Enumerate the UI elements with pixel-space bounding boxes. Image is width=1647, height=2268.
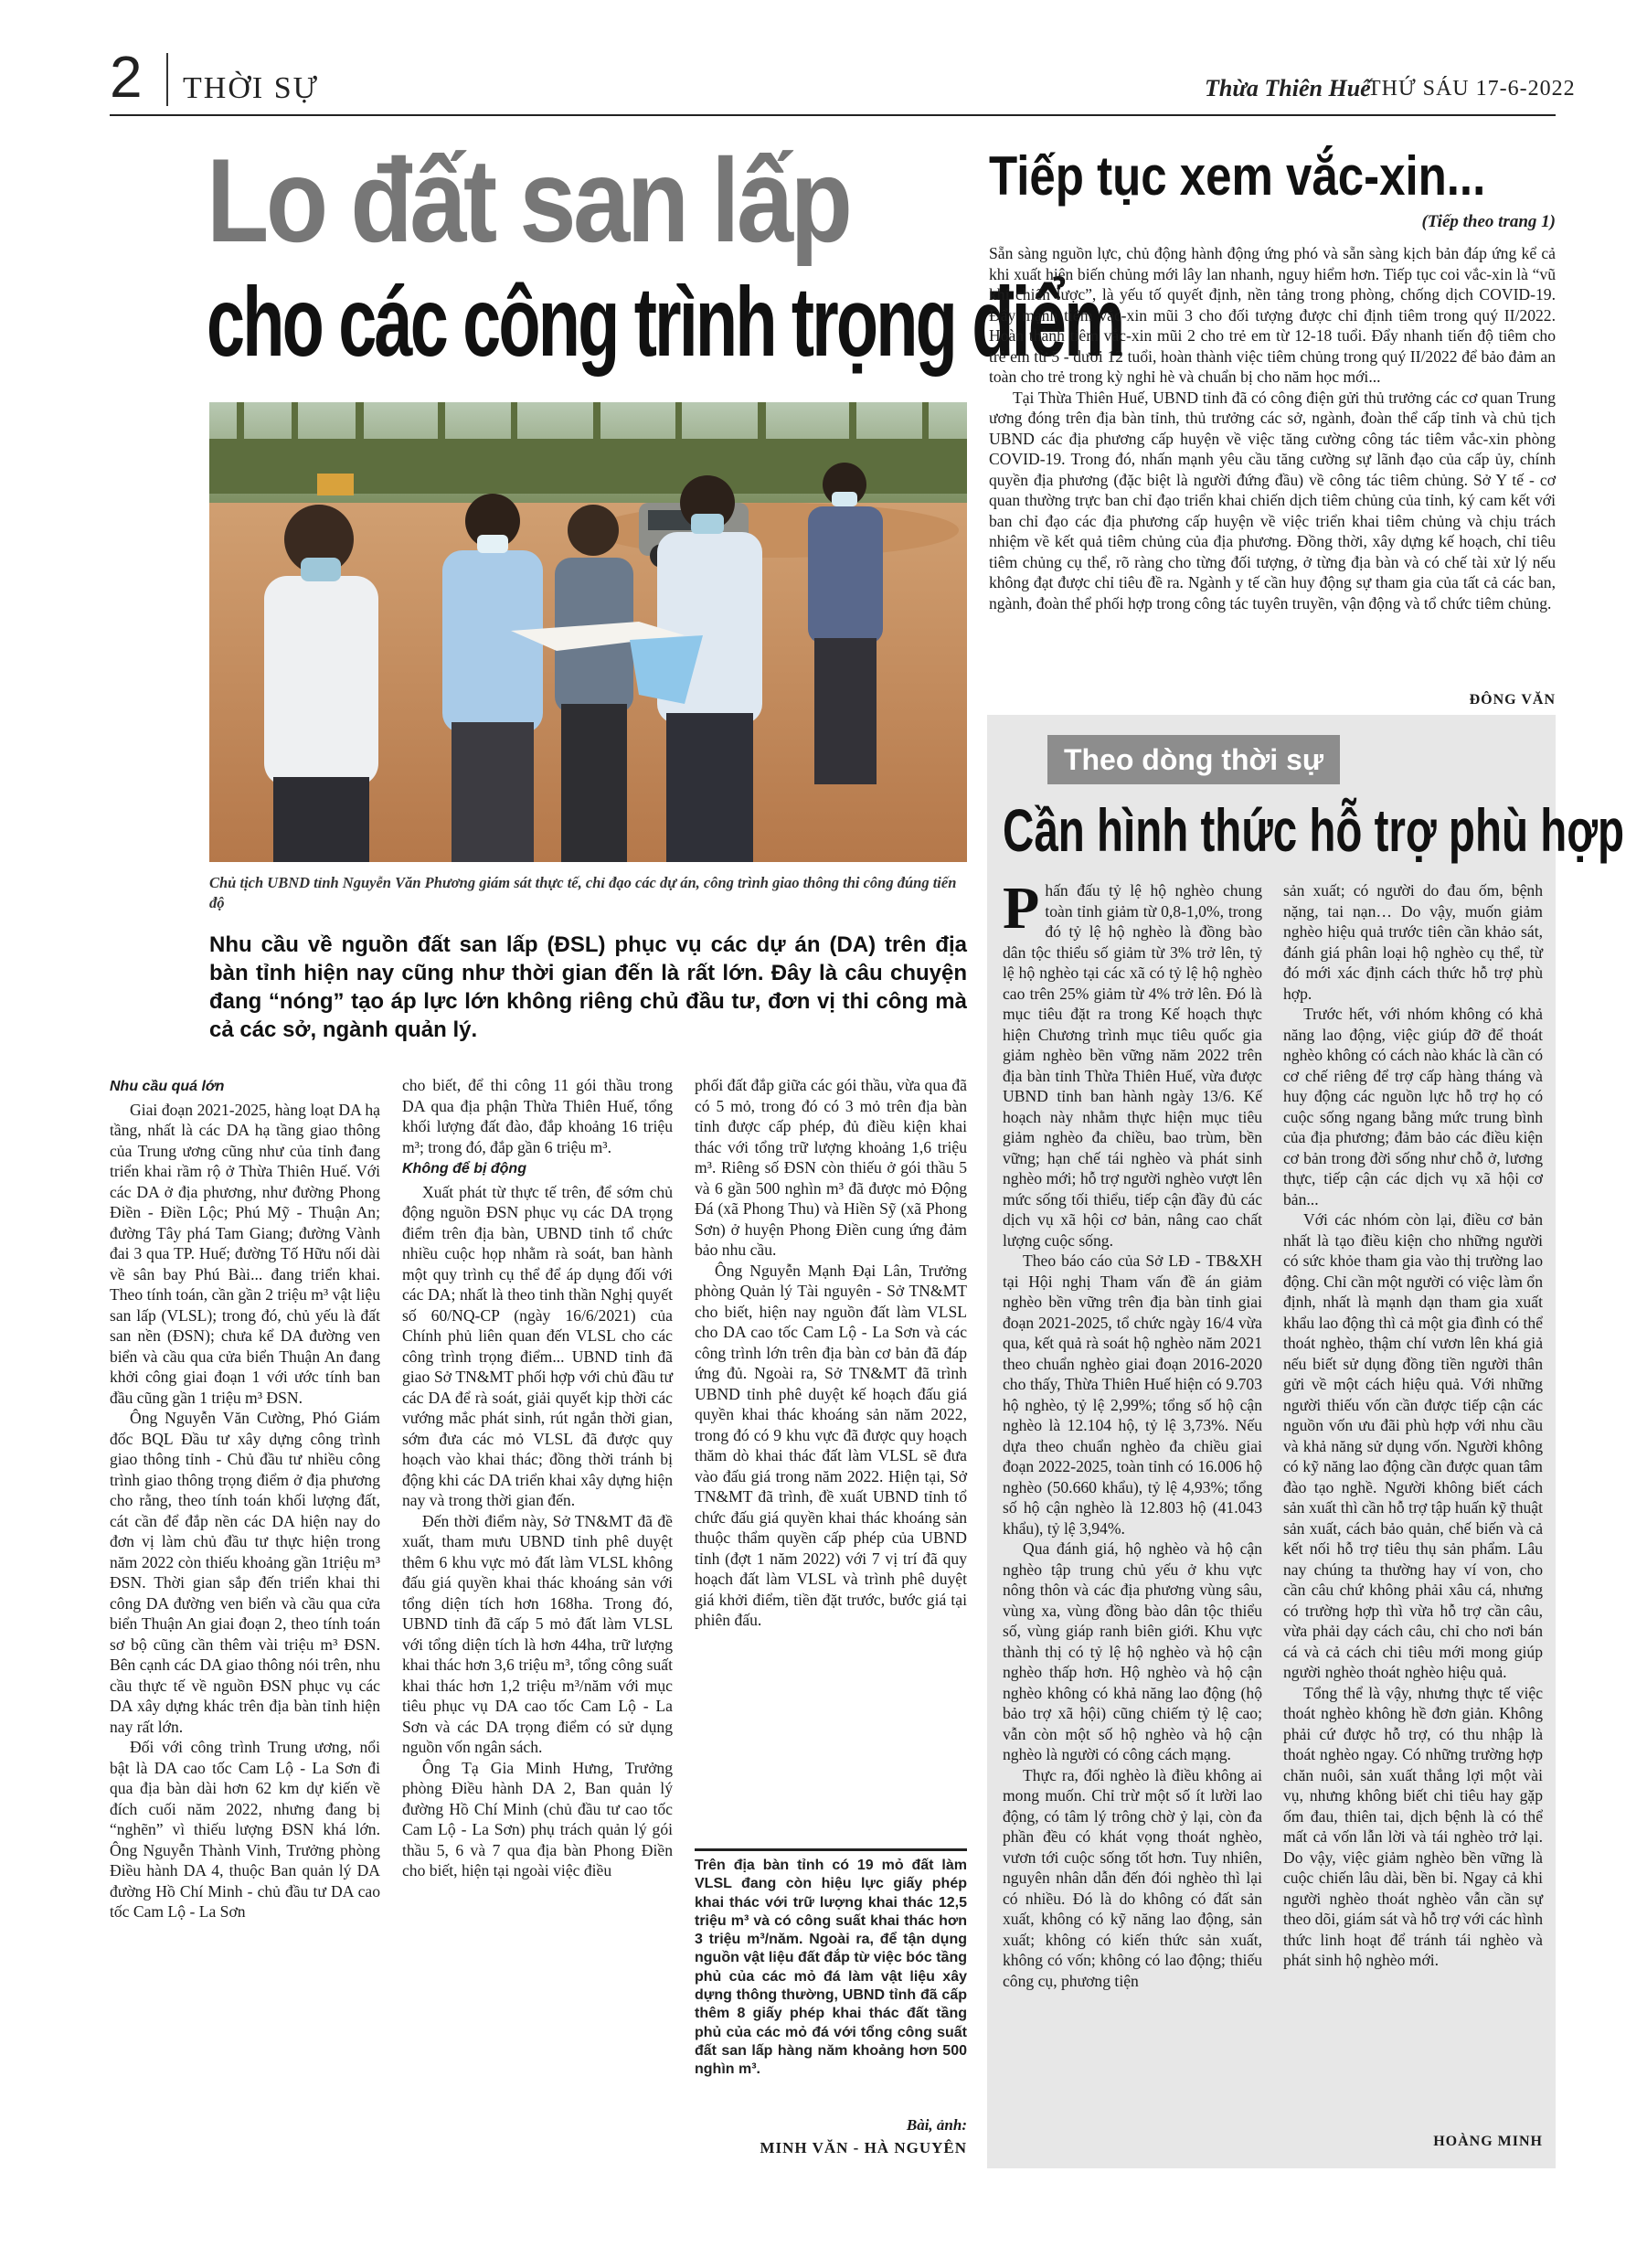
paragraph: Tại Thừa Thiên Huế, UBND tỉnh đã có công điện gửi thủ trưởng các cơ quan Trung ương đóng trên địa bàn tỉnh, thủ trưởng các sở, ngành, đoàn thể cấp tỉnh và chủ tịch UBND các địa phương cấp huyện về việc tăng cường công tác tiêm vắc-xin phòng COVID-19. Trong đó, nhấn mạnh yêu cầu tăng cường sự lãnh đạo của cấp ủy, chính quyền địa phương (đặc biệt là người đứng đầu) về công tác tiêm chủng. Sở Y tế - cơ quan thường trực ban chỉ đạo triển khai chiến dịch tiêm chủng của tỉnh, ký cam kết với ban chỉ đạo các địa phương cấp huyện về việc triển khai tiêm chủng và chịu trách nhiệm về kết quả tiêm chủng của địa phương. Đồng thời, xây dựng kế hoạch, chỉ tiêu tiêm chủng cụ thể, rõ ràng cho từng đối tượng, ở từng địa bàn và có chế tài xử lý nếu không đạt được chỉ tiêu đề ra. Ngành y tế cần huy động sự tham gia của tất cả các ban, ngành, đoàn thể phối hợp trong công tác tuyên truyền, vận động và tổ chức tiêm chủng.: [989, 388, 1556, 612]
highlight-box: Trên địa bàn tỉnh có 19 mỏ đất làm VLSL đang còn hiệu lực giấy phép khai thác với trữ lượng khai thác 12,5 triệu m³ và có công suất khai thác hơn 3 triệu m³/năm. Ngoài ra, để tận dụng nguồn vật liệu đất đắp từ việc bóc tầng phủ của các mỏ đá làm vật liệu xây dựng thông thường, UBND tỉnh đã cấp thêm 8 giấy phép khai thác đất tầng phủ của các mỏ đá với tổng công suất đất san lấp hàng năm khoảng hơn 500 nghìn m³.: [695, 1848, 967, 2080]
subheading-proactive: Không để bị động: [402, 1161, 526, 1177]
paragraph: Ông Nguyễn Văn Cường, Phó Giám đốc BQL Đầu tư xây dựng công trình giao thông tỉnh - Chủ đầu tư nhiều công trình giao thông trọng điểm ở địa phương cho rằng, theo tính toán khối lượng đất, cát cần để đắp nền các DA hiện nay do đơn vị làm chủ đầu tư thực hiện trong năm 2022 còn thiếu khoảng gần 1triệu m³ ĐSN. Thời gian sắp đến triển khai thi công DA đường ven biển và cầu qua cửa biển Thuận An giai đoạn 2, theo tính toán sơ bộ cũng cần thêm vài triệu m³ ĐSN. Bên cạnh các DA giao thông nói trên, nhu cầu thực tế về nguồn ĐSN phục vụ các DA xây dựng khác trên địa bàn tỉnh hiện nay rất lớn.: [110, 1409, 380, 1736]
opinion-badge: Theo dòng thời sự: [1047, 735, 1340, 784]
opinion-headline: Cần hình thức hỗ trợ phù hợp: [1003, 796, 1625, 864]
article-lead: Nhu cầu về nguồn đất san lấp (ĐSL) phục vụ các dự án (DA) trên địa bàn tỉnh hiện nay cũng như thời gian đến là rất lớn. Đây là câu chuyện đang “nóng” tạo áp lực lớn không riêng chủ đầu tư, đơn vị thi công mà cả các sở, ngành quản lý.: [209, 932, 967, 1042]
body-column-3: [695, 1075, 967, 1631]
paragraph: cho biết, để thi công 11 gói thầu trong DA qua địa phận Thừa Thiên Huế, tổng khối lượng đất đào, đắp khoảng 16 triệu m³; trong đó, đắp gần 6 triệu m³.: [402, 1076, 673, 1156]
paragraph: Đối với công trình Trung ương, nổi bật là DA cao tốc Cam Lộ - La Sơn đi qua địa bàn dài hơn 62 km dự kiến về đích cuối năm 2022, nhưng đang bị “nghẽn” vì thiếu lượng ĐSN khá lớn. Ông Nguyễn Thành Vinh, Trưởng phòng Điều hành DA 4, thuộc Ban quản lý DA đường Hồ Chí Minh - chủ đầu tư DA cao tốc Cam Lộ - La Sơn: [110, 1738, 380, 1921]
header-divider: [166, 53, 168, 106]
section-title: THỜI SỰ: [183, 71, 319, 105]
vaccine-body: [989, 243, 1556, 613]
byline-label: Bài, ảnh:: [906, 2116, 967, 2134]
paragraph-text: hấn đấu tỷ lệ hộ nghèo chung toàn tỉnh giảm từ 0,8-1,0%, trong đó tỷ lệ hộ nghèo là đồng bào dân tộc thiểu số giảm từ 3% trở lên, tỷ lệ hộ nghèo tại các xã có tỷ lệ hộ nghèo cao trên 25% giảm từ 4% trở lên. Đó là mục tiêu đặt ra trong Kế hoạch thực hiện Chương trình mục tiêu quốc gia giảm nghèo bền vững năm 2022 trên địa bàn tỉnh Thừa Thiên Huế, vừa được UBND tỉnh ban hành ngày 13/6. Kế hoạch này nhằm thực hiện mục tiêu giảm nghèo đa chiều, bao trùm, bền vững; hạn chế tái nghèo và phát sinh nghèo mới; hỗ trợ người nghèo vượt lên mức sống tối thiểu, tiếp cận đầy đủ các dịch vụ xã hội cơ bản, nâng cao chất lượng cuộc sống.: [1003, 881, 1262, 1250]
paragraph: Đến thời điểm này, Sở TN&MT đã đề xuất, tham mưu UBND tỉnh phê duyệt thêm 6 khu vực mỏ đất làm VLSL không đấu giá quyền khai thác khoáng sản với tổng diện tích hơn 168ha. Trong đó, UBND tỉnh đã cấp 5 mỏ đất làm VLSL với tổng diện tích là hơn 44ha, trữ lượng khai thác hơn 3,6 triệu m³, tổng công suất khai thác hơn 1,2 triệu m³/năm với mục tiêu phục vụ DA cao tốc Cam Lộ - La Sơn và các DA trọng điểm có sử dụng nguồn vốn ngân sách.: [402, 1511, 673, 1756]
header-rule: [110, 114, 1556, 116]
paragraph: phối đất đắp giữa các gói thầu, vừa qua đã có 5 mỏ, trong đó có 3 mỏ trên địa bàn tỉnh được cấp phép, đủ điều kiện khai thác với tổng trữ lượng khoảng 1,6 triệu m³. Riêng số ĐSN còn thiếu ở gói thầu 5 và 6 gần 500 nghìn m³ đã được mỏ Động Đá (xã Phong Thu) và Hiền Sỹ (xã Phong Sơn) ở huyện Phong Điền cung ứng đảm bảo nhu cầu.: [695, 1076, 967, 1259]
photo-caption: Chủ tịch UBND tỉnh Nguyễn Văn Phương giám sát thực tế, chỉ đạo các dự án, công trình giao thông thi công đúng tiến độ: [209, 874, 957, 911]
opinion-column-2: [1283, 880, 1543, 1971]
main-headline-line1: Lo đất san lấp: [207, 133, 850, 267]
main-headline-line2: cho các công trình trọng điểm: [207, 266, 1123, 377]
paragraph: Theo báo cáo của Sở LĐ - TB&XH tại Hội nghị Tham vấn đề án giảm nghèo bền vững trên địa bàn tỉnh giai đoạn 2021-2025, tổ chức ngày 16/4 vừa qua, kết quả rà soát hộ nghèo năm 2021 theo chuẩn nghèo giai đoạn 2016-2020 cho thấy, Thừa Thiên Huế hiện có 9.703 hộ nghèo, tỷ lệ 2,99%; tổng số hộ cận nghèo là 12.104 hộ, tỷ lệ 3,73%. Nếu dựa theo chuẩn nghèo đa chiều giai đoạn 2022-2025, toàn tỉnh có 16.006 hộ nghèo (50.660 khẩu), tỷ lệ 4,93%; tổng số hộ cận nghèo là 12.803 hộ (41.043 khẩu), tỷ lệ 3,94%.: [1003, 1251, 1262, 1538]
opinion-byline: HOÀNG MINH: [1433, 2134, 1543, 2149]
byline-authors: MINH VĂN - HÀ NGUYÊN: [760, 2139, 967, 2156]
subheading-demand: Nhu cầu quá lớn: [110, 1079, 225, 1094]
paragraph: sản xuất; có người do đau ốm, bệnh nặng, tai nạn… Do vậy, muốn giảm nghèo hiệu quả trước tiên cần khảo sát, đánh giá phân loại hộ nghèo cụ thể, từ đó mới xác định cách thức hỗ trợ phù hợp.: [1283, 881, 1543, 1003]
opinion-column-1: [1003, 875, 1262, 1991]
paragraph: Giai đoạn 2021-2025, hàng loạt DA hạ tầng, nhất là các DA hạ tầng giao thông của Trung ương cũng như của tỉnh đang triển khai rầm rộ ở Thừa Thiên Huế. Với các DA ở địa phương, như đường Phong Điền - Điền Lộc; Phú Mỹ - Thuận An; đường Tây phá Tam Giang; đường Vành đai 3 qua TP. Huế; đường Tố Hữu nối dài về sân bay Phú Bài... đang triển khai. Theo tính toán, cần gần 2 triệu m³ vật liệu san lấp (VLSL); trong đó, chủ yếu là đất san nền (ĐSN); chưa kể DA đường ven biển và cầu qua cửa biển Thuận An đang khởi công giai đoạn 1 với ước tính ban đầu cũng gần 1 triệu m³ ĐSN.: [110, 1100, 380, 1407]
paragraph: Xuất phát từ thực tế trên, để sớm chủ động nguồn ĐSN phục vụ các DA trọng điểm trên địa bàn, UBND tỉnh tổ chức nhiều cuộc họp nhằm rà soát, ban hành một quy trình cụ thể để áp dụng đối với các DA; nhất là theo tinh thần Nghị quyết số 60/NQ-CP (ngày 16/6/2021) của Chính phủ liên quan đến VLSL cho các công trình trọng điểm... UBND tỉnh đã giao Sở TN&MT phối hợp với chủ đầu tư các DA để rà soát, giải quyết kịp thời các vướng mắc phát sinh, rút ngắn thời gian, sớm đưa các mỏ VLSL đã được quy hoạch vào khai thác; đồng thời tránh bị động khi các DA triển khai xây dựng hiện nay và trong thời gian đến.: [402, 1182, 673, 1509]
paragraph: Thực ra, đối nghèo là điều không ai mong muốn. Chỉ trừ một số ít lười lao động, có tâm lý trông chờ ỷ lại, còn đa phần đều có khát vọng thoát nghèo, vươn tới cuộc sống tốt hơn. Tuy nhiên, nguyên nhân dẫn đến đói nghèo thì lại có nhiều. Đó là do không có đất sản xuất, không có kỹ năng lao động, sản xuất; không có kiến thức sản xuất, không có vốn; không có lao động; thiếu công cụ, phương tiện: [1003, 1765, 1262, 1990]
paragraph: Tổng thể là vậy, nhưng thực tế việc thoát nghèo không hề đơn giản. Không phải cứ được hỗ trợ, có thu nhập là thoát nghèo ngay. Có những trường hợp chăn nuôi, sản xuất thắng lợi một vài vụ, nhưng không biết chi tiêu hay gặp ốm đau, thiên tai, dịch bệnh là có thể mất cả vốn lẫn lời và tái nghèo trở lại. Do vậy, việc giảm nghèo bền vững là cuộc chiến lâu dài, bền bỉ. Ngay cả khi người nghèo thoát nghèo vẫn cần sự theo dõi, giám sát và hỗ trợ với các hình thức linh hoạt để tránh tái nghèo và phát sinh hộ nghèo mới.: [1283, 1683, 1543, 1969]
paragraph: Trước hết, với nhóm không có khả năng lao động, việc giúp đỡ để thoát nghèo không có cách nào khác là cần có cơ chế riêng để trợ cấp hàng tháng và huy động các nguồn lực hỗ trợ họ có cuộc sống ngang bằng mức trung bình của địa phương; đảm bảo các điều kiện cơ bản trong đời sống như chỗ ở, lương thực, tiếp cận các dịch vụ xã hội cơ bản...: [1283, 1005, 1543, 1209]
issue-date: THỨ SÁU 17-6-2022: [1367, 77, 1576, 101]
vaccine-byline: ĐÔNG VĂN: [1469, 692, 1556, 708]
photo-illustration: [209, 402, 967, 862]
body-column-2: [402, 1075, 673, 1881]
paragraph: [1003, 875, 1262, 1251]
paragraph: Ông Tạ Gia Minh Hưng, Trưởng phòng Điều hành DA 2, Ban quản lý đường Hồ Chí Minh (chủ đầu tư cao tốc Cam Lộ - La Sơn) phụ trách quản lý gói thầu 5, 6 và 7 qua địa bàn Phong Điền cho biết, hiện tại ngoài việc điều: [402, 1758, 673, 1879]
drop-cap: P: [1003, 875, 1040, 942]
page-number: 2: [110, 44, 143, 110]
paragraph: Với các nhóm còn lại, điều cơ bản nhất là tạo điều kiện cho những người có sức khỏe tham gia vào thị trường lao động. Chỉ cần một người có việc làm ổn định, nhất là mạnh dạn tham gia xuất khẩu lao động thì cả một gia đình có thể thoát nghèo, thậm chí vươn lên khá giả nếu biết sử dụng đồng tiền người thân gửi về một cách hiệu quả. Với những người thiếu vốn cần được tiếp cận các nguồn vốn ưu đãi phù hợp với nhu cầu và khả năng sử dụng vốn. Người không có kỹ năng lao động cần được quan tâm đào tạo nghề. Người không biết cách sản xuất thì cần hỗ trợ tập huấn kỹ thuật sản xuất, cách bảo quản, chế biến và cả kết nối hỗ trợ tiêu thụ sản phẩm. Lâu nay chúng ta thường hay ví von, cho cần câu chứ không phải xâu cá, nhưng có trường hợp thì vừa hỗ trợ cần câu, vừa phải dạy cách câu, chỉ cho nơi bán cá và cả cách chi tiêu mới mong giúp người nghèo thoát nghèo hiệu quả.: [1283, 1210, 1543, 1681]
body-column-1: [110, 1075, 380, 1922]
publication-name: Thừa Thiên Huế: [1205, 75, 1371, 101]
vaccine-headline: Tiếp tục xem vắc-xin...: [989, 145, 1486, 207]
continued-note: (Tiếp theo trang 1): [1421, 212, 1556, 231]
article-photo: [209, 402, 967, 862]
paragraph: Ông Nguyễn Mạnh Đại Lân, Trưởng phòng Quản lý Tài nguyên - Sở TN&MT cho biết, hiện nay nguồn đất làm VLSL cho DA cao tốc Cam Lộ - La Sơn và các công trình lớn trên địa bàn cơ bản đã đáp ứng đủ. Ngoài ra, Sở TN&MT đã trình UBND tỉnh phê duyệt kế hoạch đấu giá quyền khai thác khoáng sản năm 2022, trong đó có 9 khu vực đã được quy hoạch thăm dò khai thác đất làm VLSL sẽ đưa vào đấu giá trong năm 2022. Hiện tại, Sở TN&MT đã trình, đề xuất UBND tỉnh tổ chức đấu giá quyền khai thác khoáng sản thuộc thẩm quyền cấp phép của UBND tỉnh (đợt 1 năm 2022) với 7 vị trí đã quy hoạch đất làm VLSL và trình phê duyệt giá khởi điểm, tiền đặt trước, bước giá tại phiên đấu.: [695, 1261, 967, 1629]
paragraph: Sẵn sàng nguồn lực, chủ động hành động ứng phó và sẵn sàng kịch bản đáp ứng kể cả khi xuất hiện biến chủng mới lây lan nhanh, nguy hiểm hơn. Tiếp tục coi vắc-xin là “vũ khí chiến lược”, là yếu tố quyết định, nền tảng trong phòng, chống dịch COVID-19. Đẩy mạnh tiêm vắc-xin mũi 3 cho đối tượng được chỉ định tiêm trong quý II/2022. Hoàn thành tiêm vắc-xin mũi 2 cho trẻ em từ 12-18 tuổi. Đẩy nhanh tiến độ tiêm cho trẻ em từ 5 - dưới 12 tuổi, hoàn thành việc tiêm chủng trong quý II/2022 để bảo đảm an toàn cho trẻ trong kỳ nghỉ hè và chuẩn bị cho năm học mới...: [989, 244, 1556, 386]
paragraph: Qua đánh giá, hộ nghèo và hộ cận nghèo tập trung chủ yếu ở khu vực nông thôn và các địa phương vùng sâu, vùng xa, vùng đồng bào dân tộc thiểu số, vùng giáp ranh biên giới. Khu vực thành thị có tỷ lệ hộ nghèo và hộ cận nghèo thấp hơn. Hộ nghèo và hộ cận nghèo không có khả năng lao động (hộ bảo trợ xã hội) cũng chiếm tỷ lệ cao; vẫn còn một số hộ nghèo và hộ cận nghèo là người có công cách mạng.: [1003, 1539, 1262, 1763]
